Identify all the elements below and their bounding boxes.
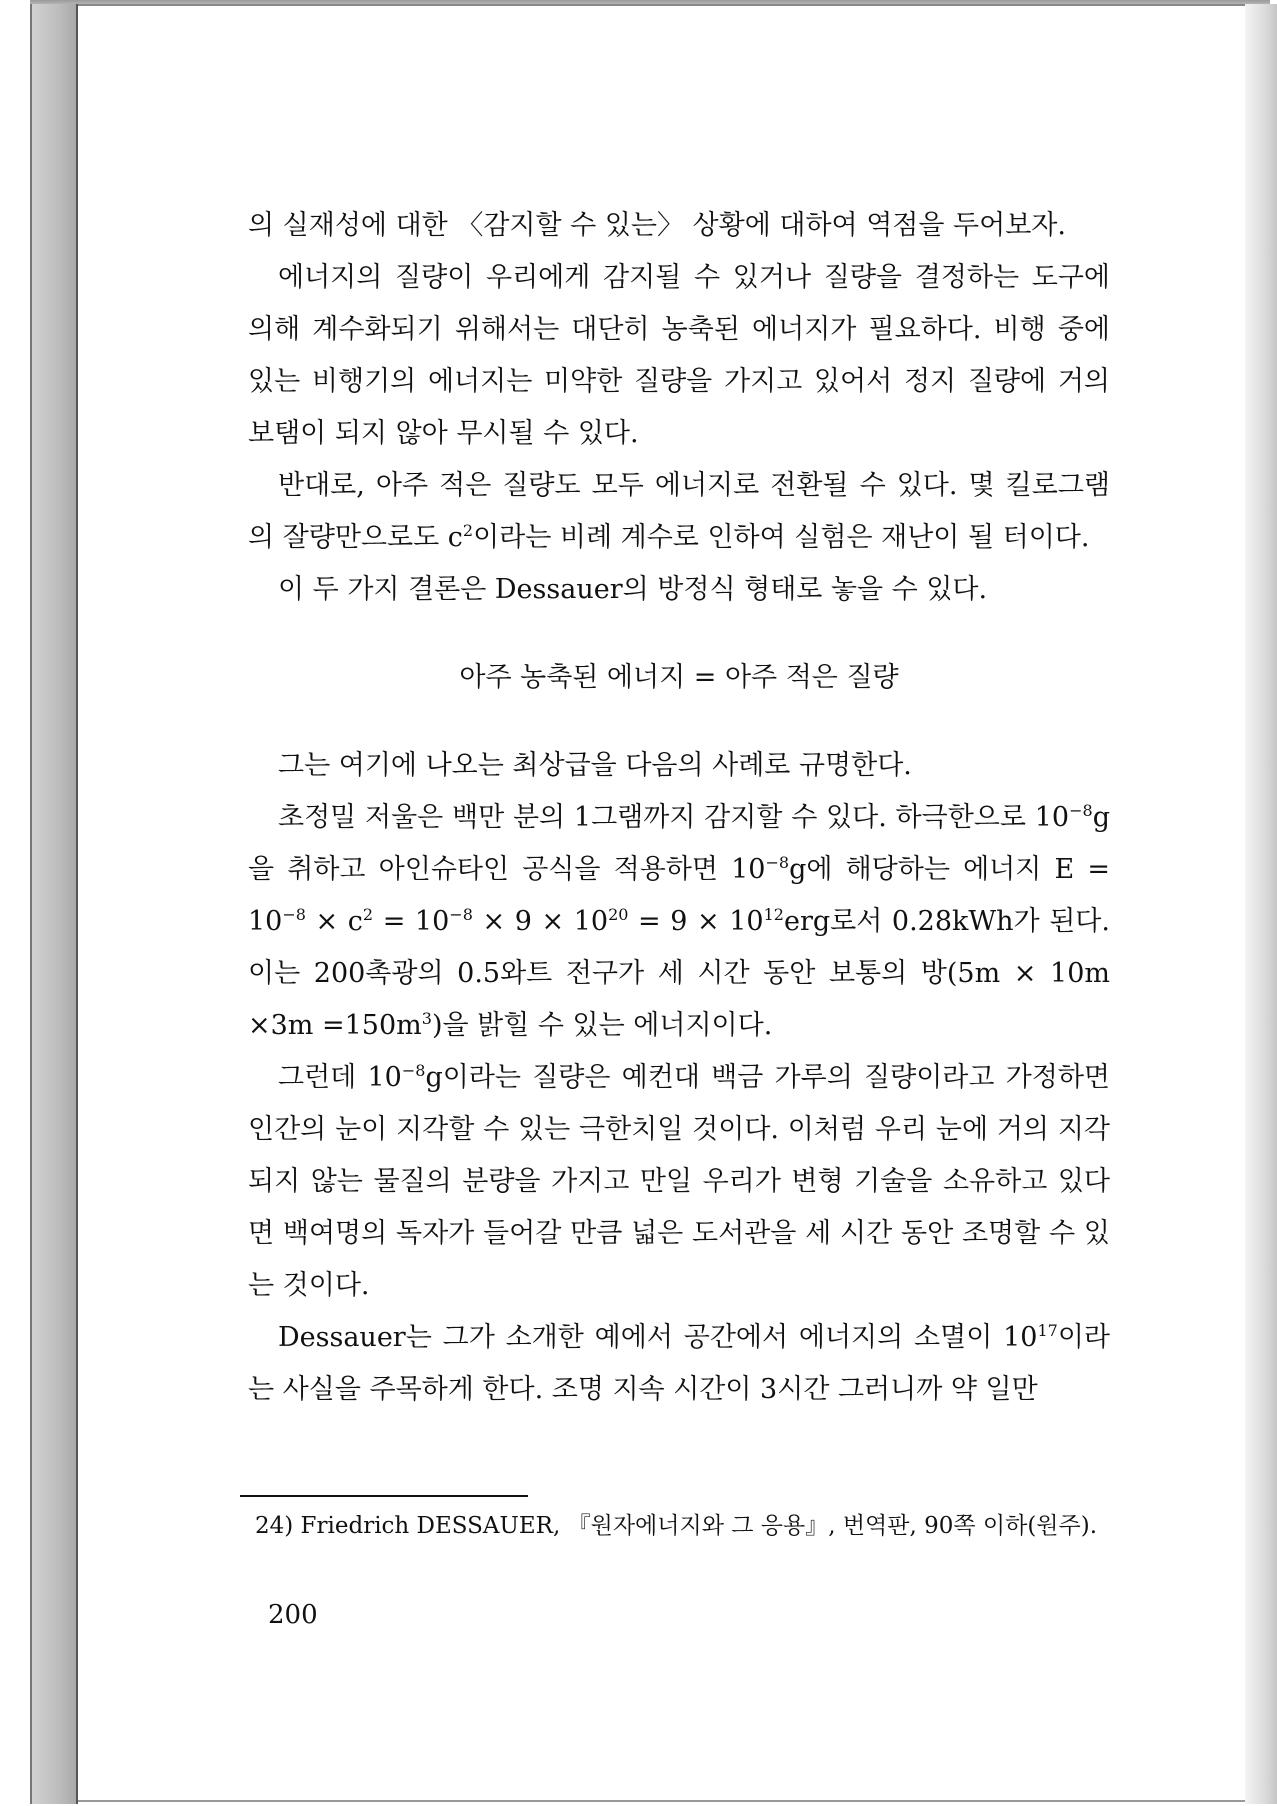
text-run: 이라는 비례 계수로 인하여 실험은 재난이 될 터이다. xyxy=(473,522,1090,553)
text-run: erg로서 0.28kWh가 된다. 이는 200촉광의 0.5와트 전구가 세 시간 동안 보통의 방(5m × 10m ×3m =150m xyxy=(248,906,1110,1041)
paragraph xyxy=(248,564,1110,616)
superscript: −8 xyxy=(282,905,306,924)
text-run: Dessauer는 그가 소개한 예에서 공간에서 에너지의 소멸이 10 xyxy=(278,1322,1038,1353)
superscript: 17 xyxy=(1037,1321,1058,1340)
paragraph-text: 이 두 가지 결론은 Dessauer의 방정식 형태로 놓을 수 있다. xyxy=(278,574,988,605)
body-text xyxy=(248,200,1110,1416)
text-run: g에 해당하는 에너지 E = 10 xyxy=(248,854,1110,937)
text-run: g을 취하고 아인슈타인 공식을 적용하면 10 xyxy=(248,802,1110,885)
superscript: 2 xyxy=(362,905,374,924)
paragraph xyxy=(248,252,1110,460)
text-run: 이라는 사실을 주목하게 한다. 조명 지속 시간이 3시간 그러니까 약 일만 xyxy=(248,1322,1110,1405)
text-run: 그런데 10 xyxy=(278,1062,402,1093)
superscript: 12 xyxy=(763,905,784,924)
equation xyxy=(248,652,1110,704)
superscript: −8 xyxy=(401,1061,426,1080)
paragraph xyxy=(248,740,1110,792)
footnote-divider xyxy=(240,1495,528,1497)
text-run: g이라는 질량은 예컨대 백금 가루의 질량이라고 가정하면 인간의 눈이 지각할 수 있는 극한치일 것이다. 이처럼 우리 눈에 거의 지각되지 않는 물질의 분량을 가지고 만일 우리가 변형 기술을 소유하고 있다면 백여명의 독자가 들어갈 만큼 넓은 도서관을 세 시간 동안 조명할 수 있는 것이다. xyxy=(248,1062,1110,1301)
superscript: −8 xyxy=(765,853,790,872)
paragraph xyxy=(248,1052,1110,1312)
paragraph-text: 에너지의 질량이 우리에게 감지될 수 있거나 질량을 결정하는 도구에 의해 계수화되기 위해서는 대단히 농축된 에너지가 필요하다. 비행 중에 있는 비행기의 에너지는 미약한 질량을 가지고 있어서 정지 질량에 거의 보탬이 되지 않아 무시될 수 있다. xyxy=(248,262,1110,449)
text-run: × 9 × 10 xyxy=(472,906,609,937)
equation-text: 아주 농축된 에너지 = 아주 적은 질량 xyxy=(459,662,899,693)
paragraph xyxy=(248,200,1110,252)
text-run: = 10 xyxy=(373,906,450,937)
text-run: = 9 × 10 xyxy=(628,906,764,937)
text-run: × c xyxy=(305,906,363,937)
text-run: 반대로, 아주 적은 질량도 모두 에너지로 전환될 수 있다. 몇 킬로그램의 잘량만으로도 c xyxy=(248,470,1110,553)
page-number: 200 xyxy=(268,1600,318,1630)
superscript: 2 xyxy=(462,521,474,540)
superscript: −8 xyxy=(1069,801,1093,820)
text-run: )을 밝힐 수 있는 에너지이다. xyxy=(431,1010,773,1041)
paragraph-text: 그는 여기에 나오는 최상급을 다음의 사례로 규명한다. xyxy=(278,750,912,781)
paragraph xyxy=(248,1312,1110,1416)
footnote: 24) Friedrich DESSAUER, 『원자에너지와 그 응용』, 번역판, 90쪽 이하(원주). xyxy=(255,1513,1098,1539)
text-run: 초정밀 저울은 백만 분의 1그램까지 감지할 수 있다. 하극한으로 10 xyxy=(278,802,1070,833)
paragraph xyxy=(248,792,1110,1052)
superscript: 3 xyxy=(421,1009,432,1028)
page-edge-shadow xyxy=(1245,4,1277,1804)
paragraph xyxy=(248,460,1110,564)
book-spine xyxy=(30,4,78,1804)
superscript: 20 xyxy=(608,905,629,924)
superscript: −8 xyxy=(449,905,473,924)
paragraph-text: 의 실재성에 대한 〈감지할 수 있는〉 상황에 대하여 역점을 두어보자. xyxy=(248,210,1066,241)
